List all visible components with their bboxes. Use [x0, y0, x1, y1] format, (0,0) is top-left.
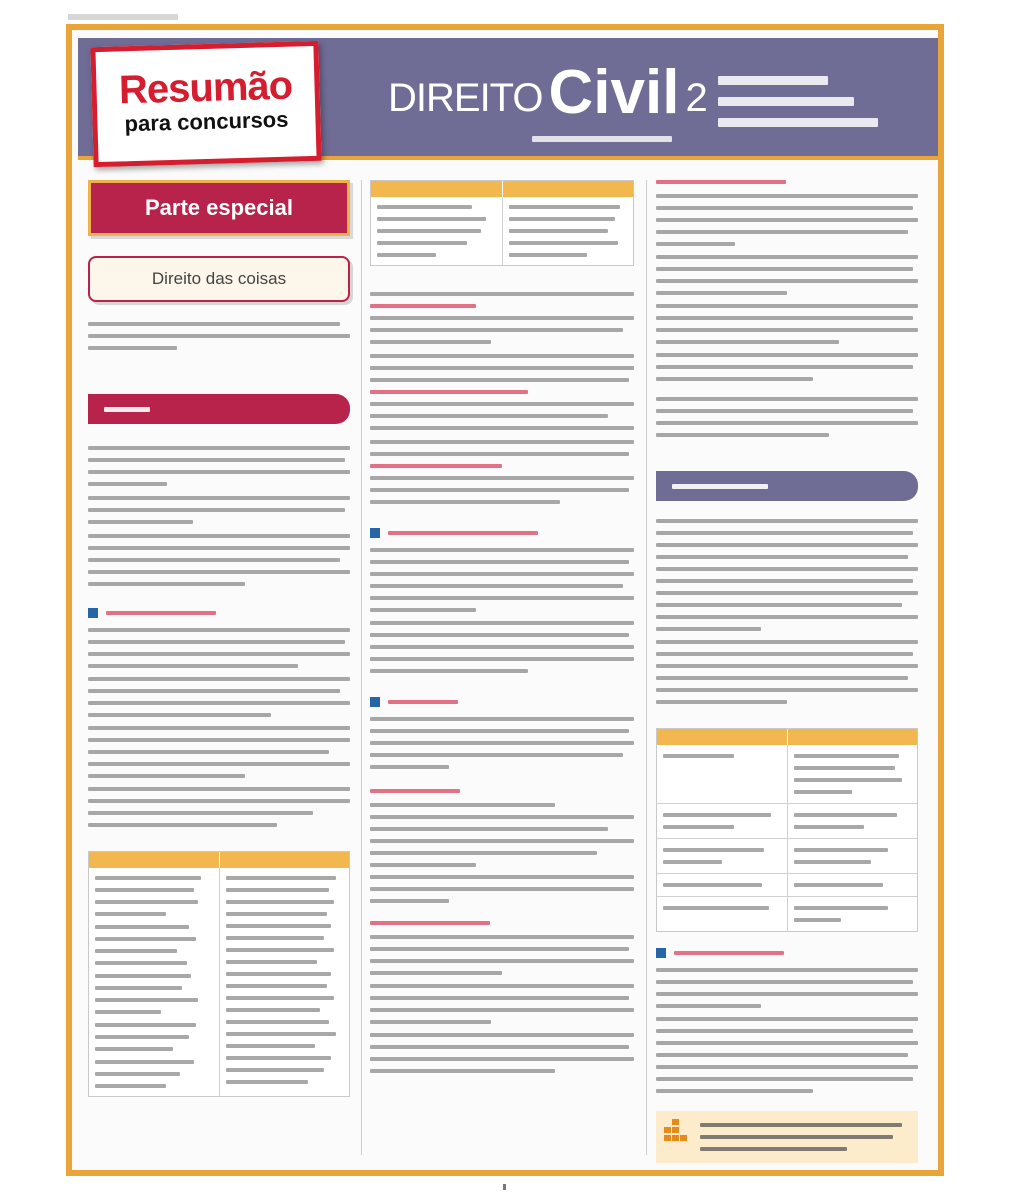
- column-divider: [361, 180, 362, 1155]
- part-banner: Parte especial: [88, 180, 350, 236]
- sheet-inner: [72, 30, 938, 1170]
- title-side-topics: [718, 70, 878, 139]
- title-volume-number: 2: [685, 76, 708, 120]
- subsection-efeitos-posse: [370, 697, 634, 707]
- column-middle: [370, 180, 634, 1077]
- efeitos-list: [370, 799, 634, 907]
- square-bullet-icon: [88, 608, 98, 618]
- middle-paragraphs: [370, 288, 634, 508]
- square-bullet-icon: [656, 948, 666, 958]
- section-header-posse: [88, 394, 350, 424]
- title-word-civil: Civil: [548, 58, 680, 127]
- efeitos-posse-paragraph: [370, 713, 634, 773]
- subsection-perda-posse: [370, 528, 634, 538]
- label-defesa: [656, 180, 918, 184]
- section-header-direitos-reais: [656, 471, 918, 501]
- classificacao-list: [88, 624, 350, 831]
- square-bullet-icon: [370, 697, 380, 707]
- subsection-propriedade: [656, 948, 918, 958]
- direitos-reais-table: [656, 728, 918, 932]
- subsection-classificacao: [88, 608, 350, 618]
- logo-word: Resumão: [118, 63, 293, 113]
- label-efeitos: [370, 789, 634, 793]
- comparison-table-top: [370, 180, 634, 266]
- intro-paragraph: [88, 318, 350, 354]
- brand-logo: [90, 41, 321, 167]
- note-box: [656, 1111, 918, 1163]
- perda-posse-list: [370, 544, 634, 677]
- topic-title-box: Direito das coisas: [88, 256, 350, 302]
- logo-tagline: para concursos: [124, 106, 289, 137]
- column-divider: [646, 180, 647, 1155]
- comparison-table-left: [88, 851, 350, 1097]
- label-acoes: [370, 921, 634, 925]
- stacked-blocks-icon: [664, 1119, 690, 1141]
- study-sheet: [66, 24, 944, 1176]
- column-left: [88, 180, 350, 1097]
- top-edge-mark: [68, 14, 178, 20]
- posse-paragraph: [88, 442, 350, 590]
- title-subline: [532, 136, 672, 142]
- title-word-direito: DIREITO: [388, 76, 543, 120]
- document-title: [388, 60, 708, 140]
- column-right: [656, 180, 918, 1163]
- square-bullet-icon: [370, 528, 380, 538]
- propriedade-paragraph: [656, 964, 918, 1097]
- direitos-reais-paragraph: [656, 515, 918, 708]
- defesa-list: [656, 190, 918, 441]
- page-number: [503, 1184, 506, 1190]
- acoes-list: [370, 931, 634, 1077]
